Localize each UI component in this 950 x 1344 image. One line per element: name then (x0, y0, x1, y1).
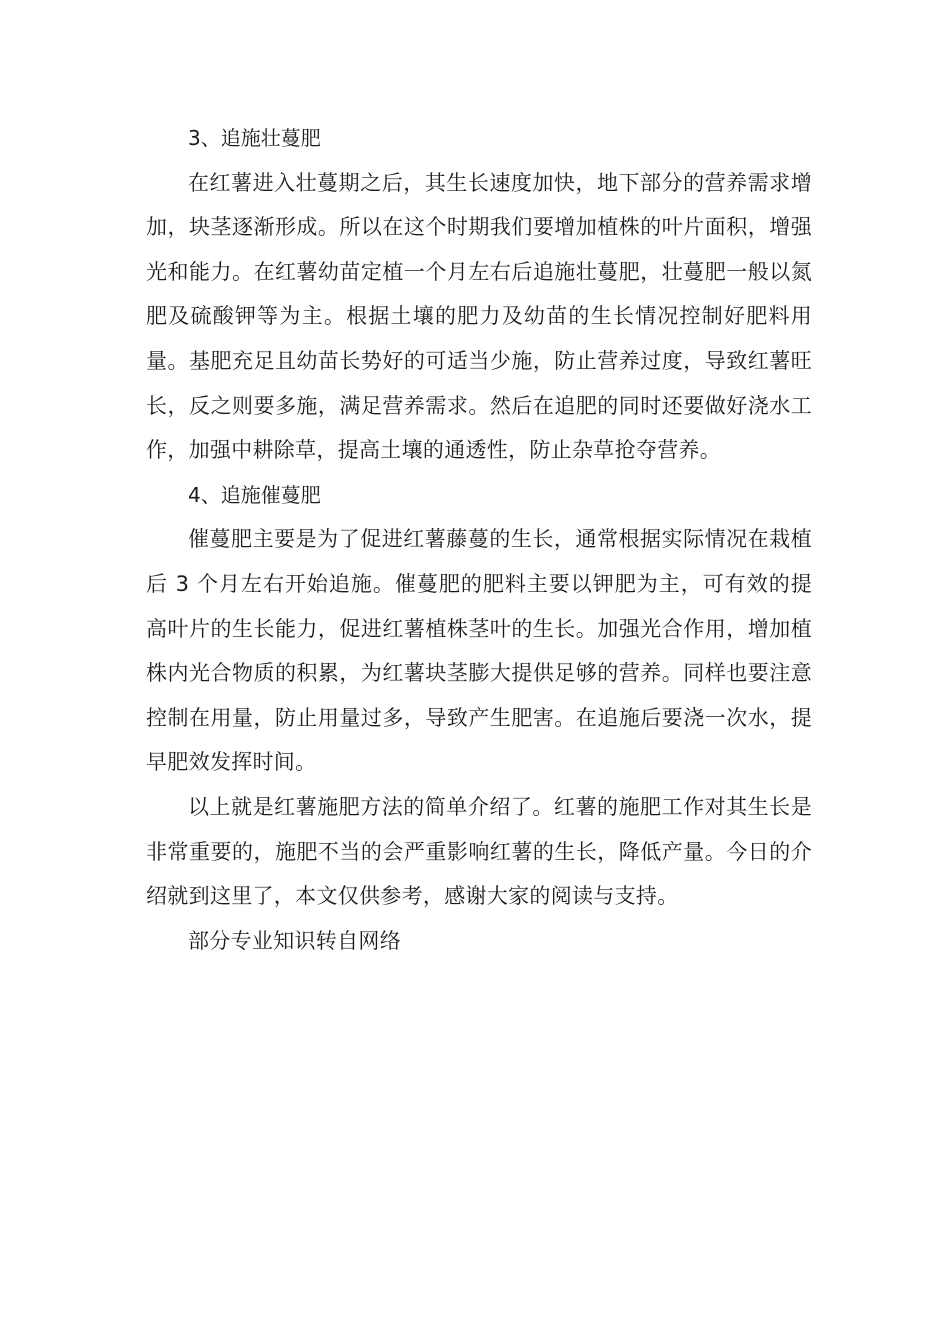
section-4-heading: 4、追施催蔓肥 (188, 482, 321, 507)
conclusion-paragraph: 以上就是红薯施肥方法的简单介绍了。红薯的施肥工作对其生长是非常重要的，施肥不当的会严重影响红薯的生长，降低产量。今日的介绍就到这里了，本文仅供参考，感谢大家的阅读与支持。 (146, 794, 812, 909)
document-body (146, 116, 812, 963)
section-4-paragraph: 催蔓肥主要是为了促进红薯藤蔓的生长，通常根据实际情况在栽植后 3 个月左右开始追施。催蔓肥的肥料主要以钾肥为主，可有效的提高叶片的生长能力，促进红薯植株茎叶的生长。加强光合作用，增加植株内光合物质的积累，为红薯块茎膨大提供足够的营养。同样也要注意控制在用量，防止用量过多，导致产生肥害。在追施后要浇一次水，提早肥效发挥时间。 (146, 527, 812, 775)
source-note: 部分专业知识转自网络 (188, 928, 401, 953)
section-3-paragraph: 在红薯进入壮蔓期之后，其生长速度加快，地下部分的营养需求增加，块茎逐渐形成。所以在这个时期我们要增加植株的叶片面积，增强光和能力。在红薯幼苗定植一个月左右后追施壮蔓肥，壮蔓肥一般以氮肥及硫酸钾等为主。根据土壤的肥力及幼苗的生长情况控制好肥料用量。基肥充足且幼苗长势好的可适当少施，防止营养过度，导致红薯旺长，反之则要多施，满足营养需求。然后在追肥的同时还要做好浇水工作，加强中耕除草，提高土壤的通透性，防止杂草抢夺营养。 (146, 170, 812, 463)
section-3-heading: 3、追施壮蔓肥 (188, 126, 321, 150)
